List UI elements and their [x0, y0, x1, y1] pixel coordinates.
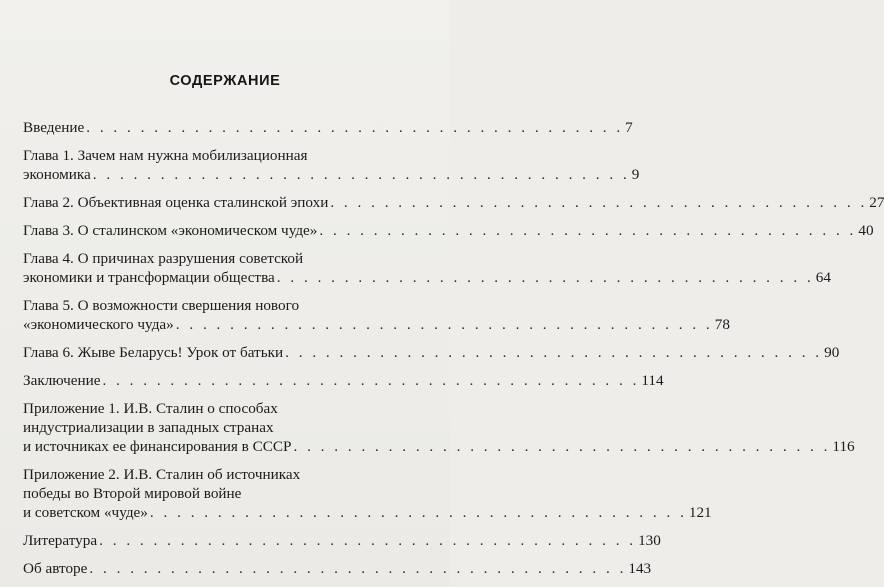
dot-leader: . . . . . . . . . . . . . . . . . . . . . . . . . . . . . . . . . . . . . . . . [86, 119, 624, 136]
toc-page-number: 64 [815, 269, 831, 286]
toc-entry-title: Глава 4. О причинах разрушения советской [23, 250, 304, 267]
toc-entry-title: Об авторе [23, 560, 88, 577]
toc-entry-title-continued: индустриализации в западных странах [23, 419, 274, 436]
toc-page-number: 143 [628, 560, 652, 577]
toc-entry-introduction[interactable] [23, 118, 633, 137]
toc-entry-title: Глава 1. Зачем нам нужна мобилизационная [23, 147, 308, 164]
toc-entry-title-continued: победы во Второй мировой войне [23, 485, 242, 502]
toc-entry-chapter-1[interactable] [23, 146, 640, 184]
toc-page-number: 90 [824, 344, 840, 361]
toc-entry-title: Глава 3. О сталинском «экономическом чуде» [23, 222, 318, 239]
toc-entry-title: Глава 6. Жыве Беларусь! Урок от батьки [23, 344, 284, 361]
toc-entry-title: Заключение [23, 372, 101, 389]
toc-page-number: 116 [832, 438, 855, 455]
toc-entry-title: Приложение 1. И.В. Сталин о способах [23, 400, 278, 417]
toc-entry-about-author[interactable] [23, 559, 652, 578]
dot-leader: . . . . . . . . . . . . . . . . . . . . . . . . . . . . . . . . . . . . . . . . [92, 166, 630, 183]
toc-entry-title: Литература [23, 532, 98, 549]
dot-leader: . . . . . . . . . . . . . . . . . . . . . . . . . . . . . . . . . . . . . . . . [99, 532, 637, 549]
toc-entry-chapter-4[interactable] [23, 249, 831, 287]
toc-entry-conclusion[interactable] [23, 371, 664, 390]
toc-entry-title-continued: «экономического чуда» [23, 316, 174, 333]
toc-page-number: 7 [625, 119, 633, 136]
dot-leader: . . . . . . . . . . . . . . . . . . . . . . . . . . . . . . . . . . . . . . . . [89, 560, 627, 577]
dot-leader: . . . . . . . . . . . . . . . . . . . . . . . . . . . . . . . . . . . . . . . . [285, 344, 823, 361]
toc-entry-title: Глава 2. Объективная оценка сталинской эпохи [23, 194, 329, 211]
toc-entry-chapter-3[interactable] [23, 221, 874, 240]
toc-entry-title-continued: экономика [23, 166, 91, 183]
dot-leader: . . . . . . . . . . . . . . . . . . . . . . . . . . . . . . . . . . . . . . . . [149, 504, 687, 521]
toc-page-number: 9 [631, 166, 640, 183]
toc-page-number: 40 [858, 222, 874, 239]
toc-entry-appendix-1[interactable] [23, 399, 855, 456]
toc-entry-title-continued: и советском «чуде» [23, 504, 148, 521]
page-title: СОДЕРЖАНИЕ [169, 73, 281, 89]
toc-entry-chapter-2[interactable] [23, 193, 884, 212]
toc-entry-literature[interactable] [23, 531, 661, 550]
dot-leader: . . . . . . . . . . . . . . . . . . . . . . . . . . . . . . . . . . . . . . . . [330, 194, 868, 211]
toc-entry-chapter-5[interactable] [23, 296, 730, 334]
toc-page-number: 27 [869, 194, 884, 211]
dot-leader: . . . . . . . . . . . . . . . . . . . . . . . . . . . . . . . . . . . . . . . . [293, 438, 831, 455]
toc-entry-title-continued: и источниках ее финансирования в СССР [23, 438, 292, 455]
toc-entry-title-continued: экономики и трансформации общества [23, 269, 275, 286]
dot-leader: . . . . . . . . . . . . . . . . . . . . . . . . . . . . . . . . . . . . . . . . [276, 269, 814, 286]
table-of-contents [23, 118, 884, 587]
dot-leader: . . . . . . . . . . . . . . . . . . . . . . . . . . . . . . . . . . . . . . . . [102, 372, 640, 389]
toc-page-number: 78 [714, 316, 730, 333]
dot-leader: . . . . . . . . . . . . . . . . . . . . . . . . . . . . . . . . . . . . . . . . [319, 222, 857, 239]
toc-entry-chapter-6[interactable] [23, 343, 840, 362]
toc-entry-title: Введение [23, 119, 85, 136]
toc-entry-title: Приложение 2. И.В. Сталин об источниках [23, 466, 301, 483]
toc-page-number: 130 [638, 532, 661, 549]
toc-entry-title: Глава 5. О возможности свершения нового [23, 297, 300, 314]
dot-leader: . . . . . . . . . . . . . . . . . . . . . . . . . . . . . . . . . . . . . . . . [175, 316, 713, 333]
toc-entry-appendix-2[interactable] [23, 465, 712, 522]
toc-page-number: 121 [688, 504, 712, 521]
toc-page-number: 114 [641, 372, 664, 389]
